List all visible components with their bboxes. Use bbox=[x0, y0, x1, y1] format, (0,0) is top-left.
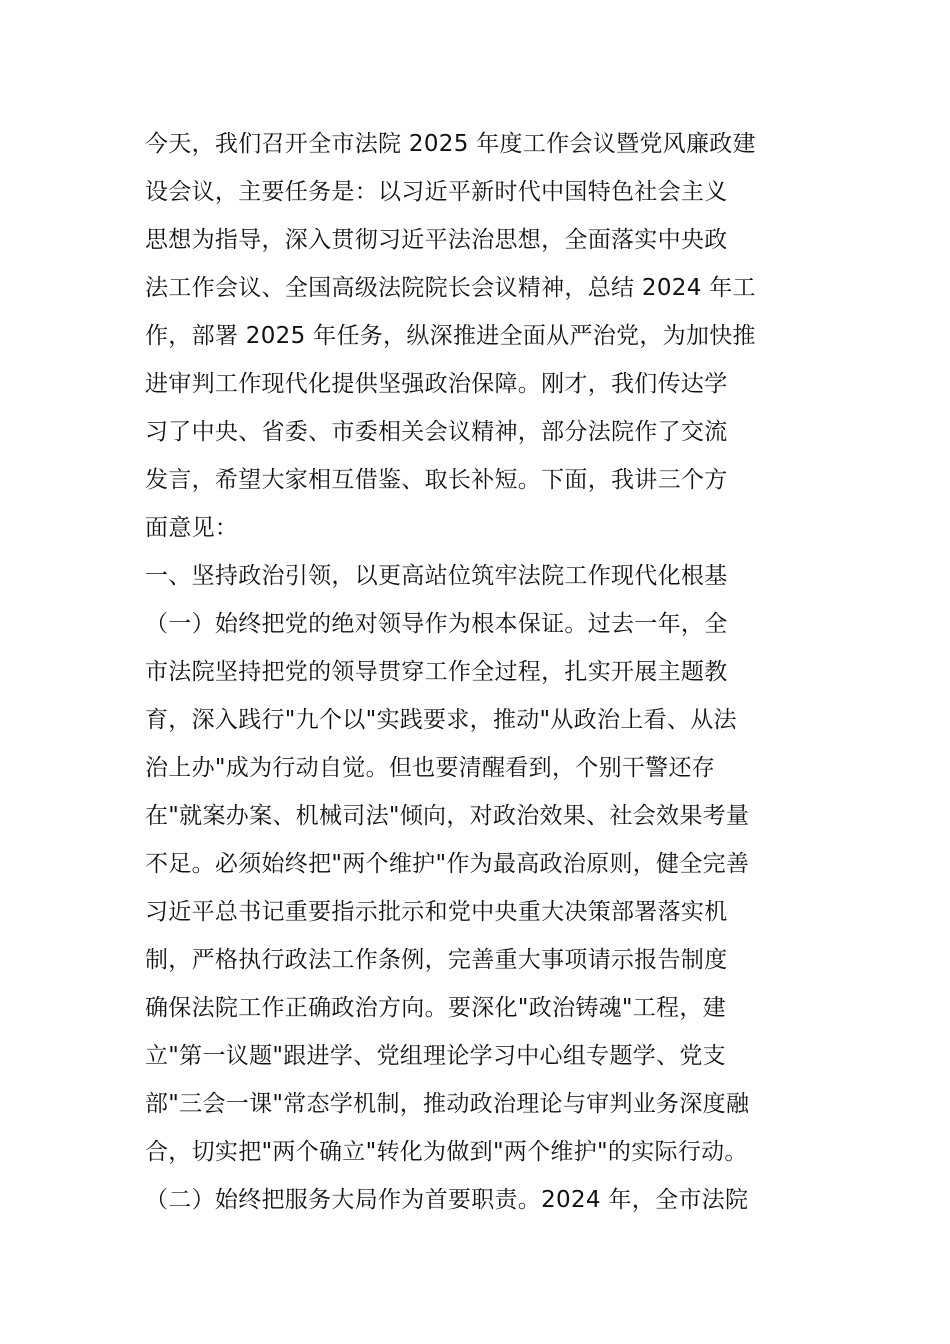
text-line: 设会议，主要任务是：以习近平新时代中国特色社会主义 bbox=[145, 179, 728, 205]
text-line: 确保法院工作正确政治方向。要深化"政治铸魂"工程，建 bbox=[145, 995, 726, 1021]
text-line: 制，严格执行政法工作条例，完善重大事项请示报告制度 bbox=[145, 947, 728, 973]
text-line: 今天，我们召开全市法院 2025 年度工作会议暨党风廉政建 bbox=[145, 131, 756, 157]
subsection-heading: （二）始终把服务大局作为首要职责。2024 年，全市法院 bbox=[145, 1187, 749, 1213]
text-line: 育，深入践行"九个以"实践要求，推动"从政治上看、从法 bbox=[145, 707, 737, 733]
text-line: 合，切实把"两个确立"转化为做到"两个维护"的实际行动。 bbox=[145, 1139, 748, 1165]
text-line: 不足。必须始终把"两个维护"作为最高政治原则，健全完善 bbox=[145, 851, 750, 877]
text-line: 思想为指导，深入贯彻习近平法治思想，全面落实中央政 bbox=[145, 227, 728, 253]
text-line: 面意见： bbox=[145, 515, 239, 541]
text-line: 习近平总书记重要指示批示和党中央重大决策部署落实机 bbox=[145, 899, 728, 925]
body-text bbox=[145, 120, 825, 1224]
text-line: 发言，希望大家相互借鉴、取长补短。下面，我讲三个方 bbox=[145, 467, 728, 493]
text-line: 部"三会一课"常态学机制，推动政治理论与审判业务深度融 bbox=[145, 1091, 750, 1117]
text-line: 作，部署 2025 年任务，纵深推进全面从严治党，为加快推 bbox=[145, 323, 756, 349]
text-line: 进审判工作现代化提供坚强政治保障。刚才，我们传达学 bbox=[145, 371, 728, 397]
text-line: 市法院坚持把党的领导贯穿工作全过程，扎实开展主题教 bbox=[145, 659, 728, 685]
text-line: 治上办"成为行动自觉。但也要清醒看到，个别干警还存 bbox=[145, 755, 716, 781]
section-heading: 一、坚持政治引领，以更高站位筑牢法院工作现代化根基 bbox=[145, 563, 728, 589]
text-line: 习了中央、省委、市委相关会议精神，部分法院作了交流 bbox=[145, 419, 728, 445]
text-line: 在"就案办案、机械司法"倾向，对政治效果、社会效果考量 bbox=[145, 803, 750, 829]
subsection-heading: （一）始终把党的绝对领导作为根本保证。过去一年，全 bbox=[145, 611, 728, 637]
text-line: 立"第一议题"跟进学、党组理论学习中心组专题学、党支 bbox=[145, 1043, 726, 1069]
text-line: 法工作会议、全国高级法院院长会议精神，总结 2024 年工 bbox=[145, 275, 756, 301]
